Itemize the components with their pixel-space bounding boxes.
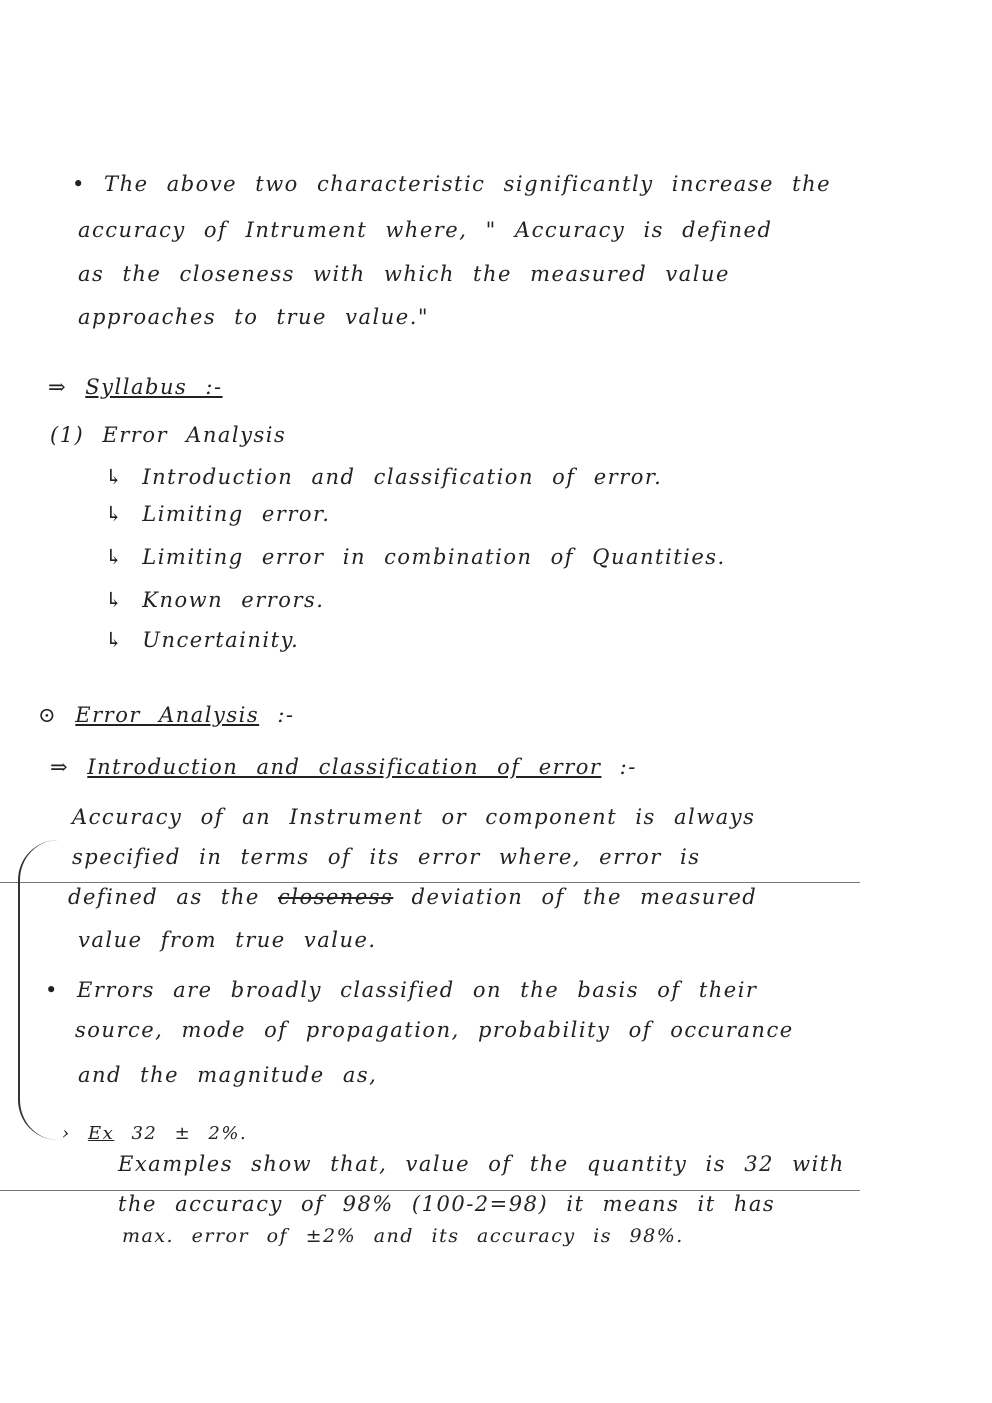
- syllabus-item: ↳ Limiting error.: [105, 502, 331, 526]
- para1-line: as the closeness with which the measured value: [78, 262, 730, 286]
- section-subheading: ⇒ Introduction and classification of error :-: [50, 755, 637, 779]
- syllabus-title: Syllabus :-: [85, 375, 223, 399]
- bullet-icon: ⊙: [38, 703, 58, 727]
- para-a-line: specified in terms of its error where, error is: [72, 845, 701, 869]
- section-title: ⊙ Error Analysis :-: [38, 703, 295, 727]
- para-b-line: source, mode of propagation, probability of occurance: [75, 1018, 794, 1042]
- para-a-line: defined as the closeness deviation of the measured: [68, 885, 758, 909]
- syllabus-unit: (1) Error Analysis: [50, 423, 287, 447]
- arrow-icon: ⇒: [48, 375, 68, 399]
- example-line: Examples show that, value of the quantity is 32 with: [118, 1152, 845, 1176]
- para-a-line: Accuracy of an Instrument or component is always: [72, 805, 756, 829]
- example-line: the accuracy of 98% (100-2=98) it means it has: [118, 1192, 776, 1216]
- example-line: max. error of ±2% and its accuracy is 98%.: [122, 1225, 684, 1247]
- para1-line: approaches to true value.": [78, 305, 430, 329]
- para-a-line: value from true value.: [78, 928, 377, 952]
- para-b-line: and the magnitude as,: [78, 1063, 378, 1087]
- example-label: › Ex 32 ± 2%.: [62, 1123, 248, 1144]
- syllabus-item: ↳ Known errors.: [105, 588, 325, 612]
- syllabus-item: ↳ Uncertainity.: [105, 628, 300, 652]
- struck-word: closeness: [277, 885, 394, 909]
- arrow-icon: ⇒: [50, 755, 70, 779]
- syllabus-heading: [48, 375, 223, 399]
- para1-line: • The above two characteristic significantly increase the: [72, 172, 832, 196]
- syllabus-item: ↳ Introduction and classification of error.: [105, 465, 663, 489]
- para1-line: accuracy of Intrument where, " Accuracy is defined: [78, 218, 773, 242]
- syllabus-item: ↳ Limiting error in combination of Quantities.: [105, 545, 726, 569]
- arrow-icon: ›: [62, 1123, 71, 1144]
- para-b-line: • Errors are broadly classified on the basis of their: [45, 978, 758, 1002]
